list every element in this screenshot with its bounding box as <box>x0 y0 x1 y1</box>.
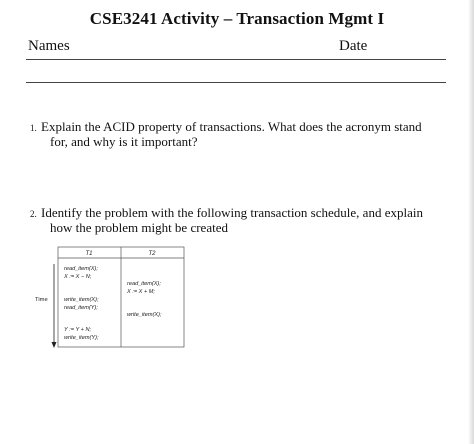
t1-operation: read_item(X); <box>64 266 98 272</box>
page-title: CSE3241 Activity – Transaction Mgmt I <box>89 9 385 28</box>
t1-operation: X := X − N; <box>64 274 92 280</box>
question-text-line: Identify the problem with the following transaction schedule, and explain <box>41 205 423 220</box>
names-line-second <box>26 82 446 83</box>
names-label: Names <box>28 38 70 54</box>
question-text-line: how the problem might be created <box>50 220 228 235</box>
page-edge-shadow <box>468 0 474 444</box>
schedule-header-t2: T2 <box>148 251 156 257</box>
t2-operation: X := X + M; <box>127 289 155 295</box>
transaction-schedule-figure <box>32 244 192 354</box>
names-line <box>26 59 446 60</box>
question-number: 2. <box>30 209 37 219</box>
question-2 <box>30 206 450 235</box>
time-axis-label: Time <box>35 297 48 303</box>
t1-operation: write_item(Y); <box>64 335 99 341</box>
question-text-line: for, and why is it important? <box>50 134 198 149</box>
date-label: Date <box>339 38 368 54</box>
t1-operation: write_item(X); <box>64 297 99 303</box>
question-number: 1. <box>30 123 37 133</box>
time-arrow-head <box>52 342 57 348</box>
t1-operation: Y := Y + N; <box>64 327 92 333</box>
schedule-header-t1: T1 <box>85 251 93 257</box>
question-1 <box>30 120 450 149</box>
question-text-line: Explain the ACID property of transactions. What does the acronym stand <box>41 119 422 134</box>
t2-operation: read_item(X); <box>127 281 161 287</box>
t2-operation: write_item(X); <box>127 312 162 318</box>
schedule-diagram <box>32 244 192 354</box>
t1-operation: read_item(Y); <box>64 305 98 311</box>
